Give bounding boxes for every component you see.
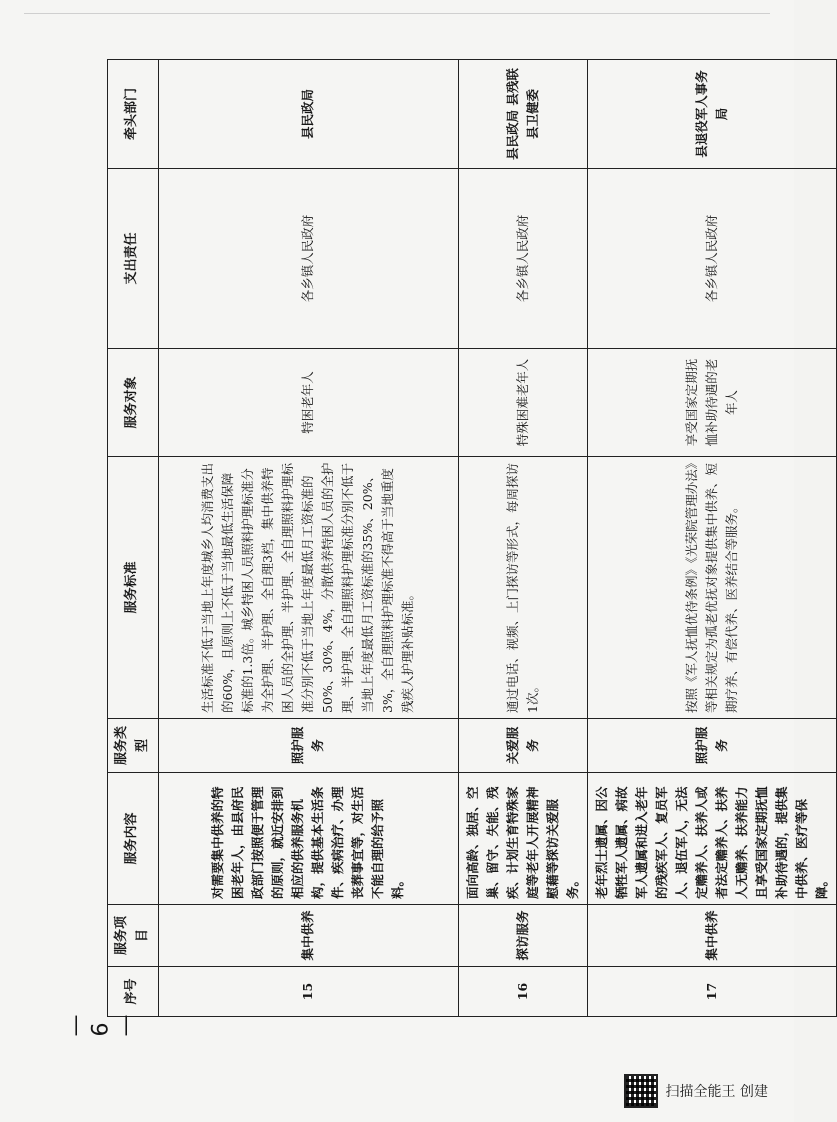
row-standard: 通过电话、视频、上门探访等形式，每周探访1次。 [458,457,587,719]
scanner-watermark [624,1074,768,1108]
row-item: 集中供养 [587,905,836,967]
row-responsibility: 各乡镇人民政府 [458,169,587,349]
page-number-text: —6— [63,1014,139,1037]
row-dept: 县民政局 [158,60,458,169]
row-num: 16 [458,967,587,1017]
row-item: 集中供养 [158,905,458,967]
row-type: 照护服务 [158,719,458,773]
qr-code-icon [624,1074,658,1108]
service-table [107,59,837,1017]
row-content: 老年烈士遗属、因公牺牲军人遗属、病故军人遗属和进入老年的残疾军人、复员军人、退伍军人，无法定赡养人、扶养人或者法定赡养人、扶养人无赡养、扶养能力且享受国家定期抚恤补助待遇的，提供集中供养、医疗等保障。 [587,773,836,905]
scan-edge-line [24,13,770,14]
table-container [107,60,829,1017]
row-type: 关爱服务 [458,719,587,773]
header-item: 服务项目 [108,905,159,967]
table-row [158,60,458,1017]
row-num: 15 [158,967,458,1017]
watermark-text: 扫描全能王 创建 [665,1084,768,1100]
row-item: 探访服务 [458,905,587,967]
row-target: 享受国家定期抚恤补助待遇的老年人 [587,349,836,457]
row-standard: 生活标准不低于当地上年度城乡人均消费支出的60%，且原则上不低于当地最低生活保障标准的1.3倍。城乡特困人员照料护理标准分为全护理、半护理、全自理3档，集中供养特困人员的全护理、半护理、全自理照料护理标准分别不低于当地上年度最低月工资标准的50%、30%、4%，分散供养特困人员的全护理、半护理、全自理照料护理标准分别不低于当地上年度最低月工资标准的35%、20%、3%，全自理照料护理标准不得高于当地重度残疾人护理补贴标准。 [158,457,458,719]
row-content: 对需要集中供养的特困老年人，由县府民政部门按照便于管理的原则，就近安排到相应的供养服务机构，提供基本生活条件、疾病治疗、办理丧葬事宜等，对生活不能自理的给予照料。 [158,773,458,905]
row-content: 面向高龄、独居、空巢、留守、失能、残疾、计划生育特殊家庭等老年人开展精神慰藉等探访关爱服务。 [458,773,587,905]
row-dept: 县退役军人事务局 [587,60,836,169]
header-standard: 服务标准 [108,457,159,719]
table-header-row [108,60,159,1017]
header-responsibility: 支出责任 [108,169,159,349]
row-target: 特困老年人 [158,349,458,457]
header-dept: 牵头部门 [108,60,159,169]
row-type: 照护服务 [587,719,836,773]
header-type: 服务类型 [108,719,159,773]
header-target: 服务对象 [108,349,159,457]
row-target: 特殊困难老年人 [458,349,587,457]
table-row [458,60,587,1017]
row-num: 17 [587,967,836,1017]
row-standard: 按照《军人抚恤优待条例》《光荣院管理办法》等相关规定为孤老优抚对象提供集中供养、短期疗养、有偿代养、医养结合等服务。 [587,457,836,719]
row-dept: 县民政局 县残联 县卫健委 [458,60,587,169]
row-responsibility: 各乡镇人民政府 [587,169,836,349]
header-content: 服务内容 [108,773,159,905]
header-num: 序号 [108,967,159,1017]
table-row [587,60,836,1017]
row-responsibility: 各乡镇人民政府 [158,169,458,349]
